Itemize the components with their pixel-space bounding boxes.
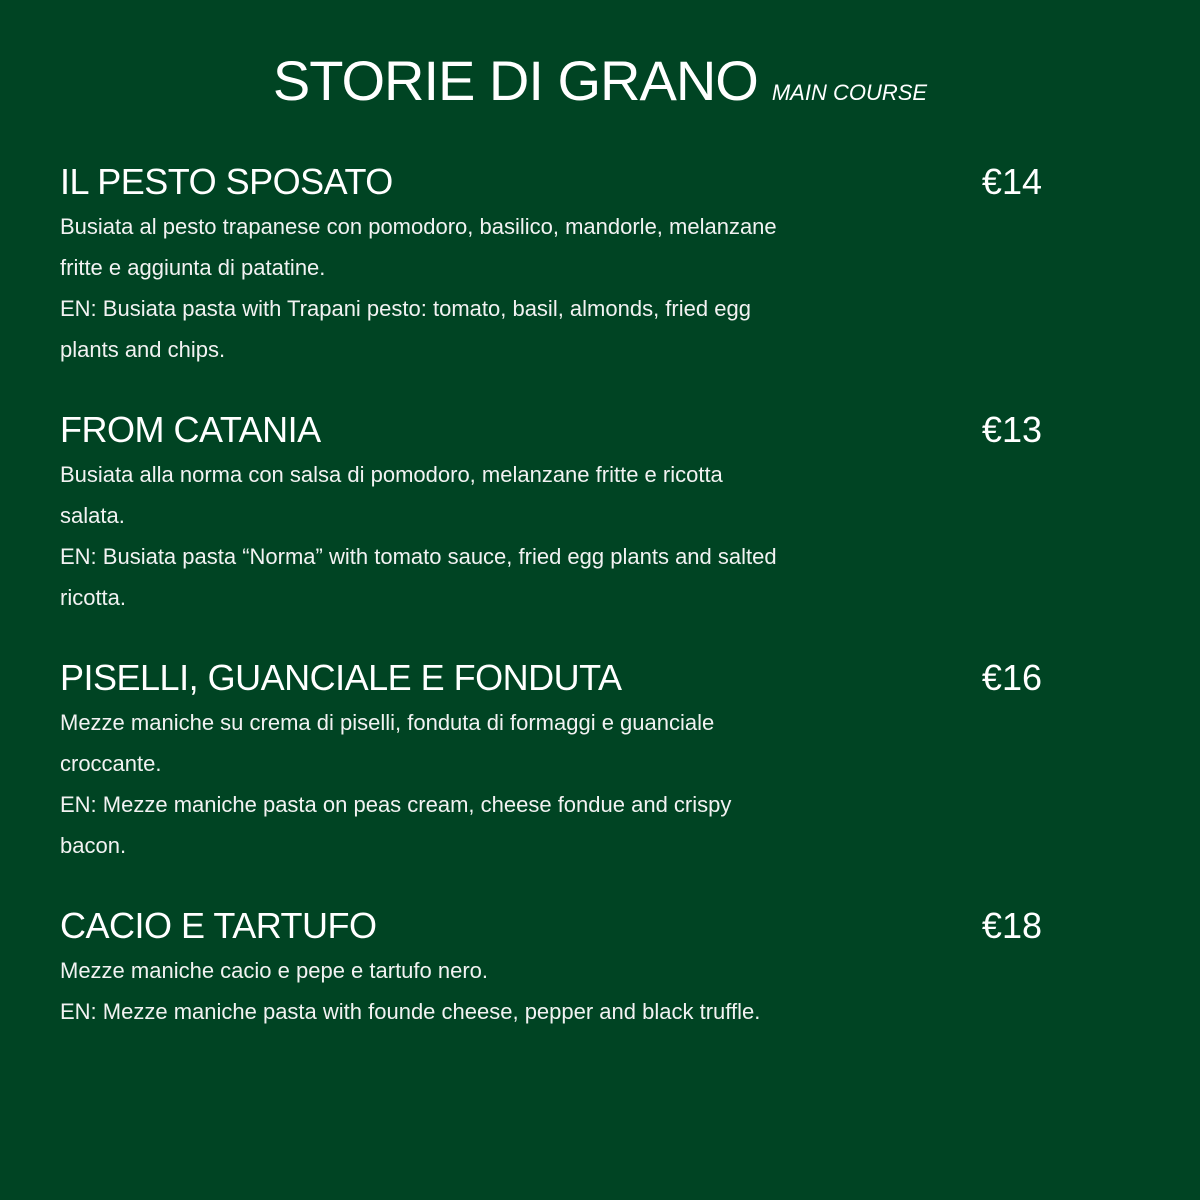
- menu-item-description-it: Busiata al pesto trapanese con pomodoro, basilico, mandorle, melanzane fritte e aggiunta di patatine.: [60, 214, 777, 280]
- menu-item: [60, 160, 1060, 370]
- menu-item-price: €18: [981, 905, 1042, 946]
- menu-header: [0, 48, 1200, 113]
- menu-item-name: PISELLI, GUANCIALE E FONDUTA: [60, 657, 622, 698]
- menu-title: STORIE DI GRANO: [272, 49, 758, 112]
- menu-item: [60, 408, 1060, 618]
- menu-item-description: [60, 702, 790, 866]
- menu-item-description-it: Mezze maniche cacio e pepe e tartufo nero.: [60, 958, 489, 983]
- menu-item-description-it: Busiata alla norma con salsa di pomodoro, melanzane fritte e ricotta salata.: [60, 462, 723, 528]
- menu-item-price: €13: [981, 409, 1042, 450]
- menu-item-price: €16: [981, 657, 1042, 698]
- menu-item-description-en: EN: Mezze maniche pasta with founde cheese, pepper and black truffle.: [60, 999, 761, 1024]
- menu-item-description: [60, 950, 790, 1032]
- menu-item-description: [60, 454, 790, 618]
- menu-item-description: [60, 206, 790, 370]
- menu-item-name: CACIO E TARTUFO: [60, 905, 377, 946]
- menu-list: [60, 160, 1060, 1070]
- menu-item-description-en: EN: Busiata pasta “Norma” with tomato sauce, fried egg plants and salted ricotta.: [60, 544, 777, 610]
- menu-item-description-it: Mezze maniche su crema di piselli, fonduta di formaggi e guanciale croccante.: [60, 710, 715, 776]
- menu-item: [60, 656, 1060, 866]
- menu-item-name: IL PESTO SPOSATO: [60, 161, 393, 202]
- menu-subtitle: MAIN COURSE: [771, 80, 928, 105]
- menu-item-price: €14: [981, 161, 1042, 202]
- menu-item: [60, 904, 1060, 1032]
- menu-item-description-en: EN: Mezze maniche pasta on peas cream, cheese fondue and crispy bacon.: [60, 792, 732, 858]
- menu-item-name: FROM CATANIA: [60, 409, 321, 450]
- menu-item-description-en: EN: Busiata pasta with Trapani pesto: tomato, basil, almonds, fried egg plants and chips.: [60, 296, 751, 362]
